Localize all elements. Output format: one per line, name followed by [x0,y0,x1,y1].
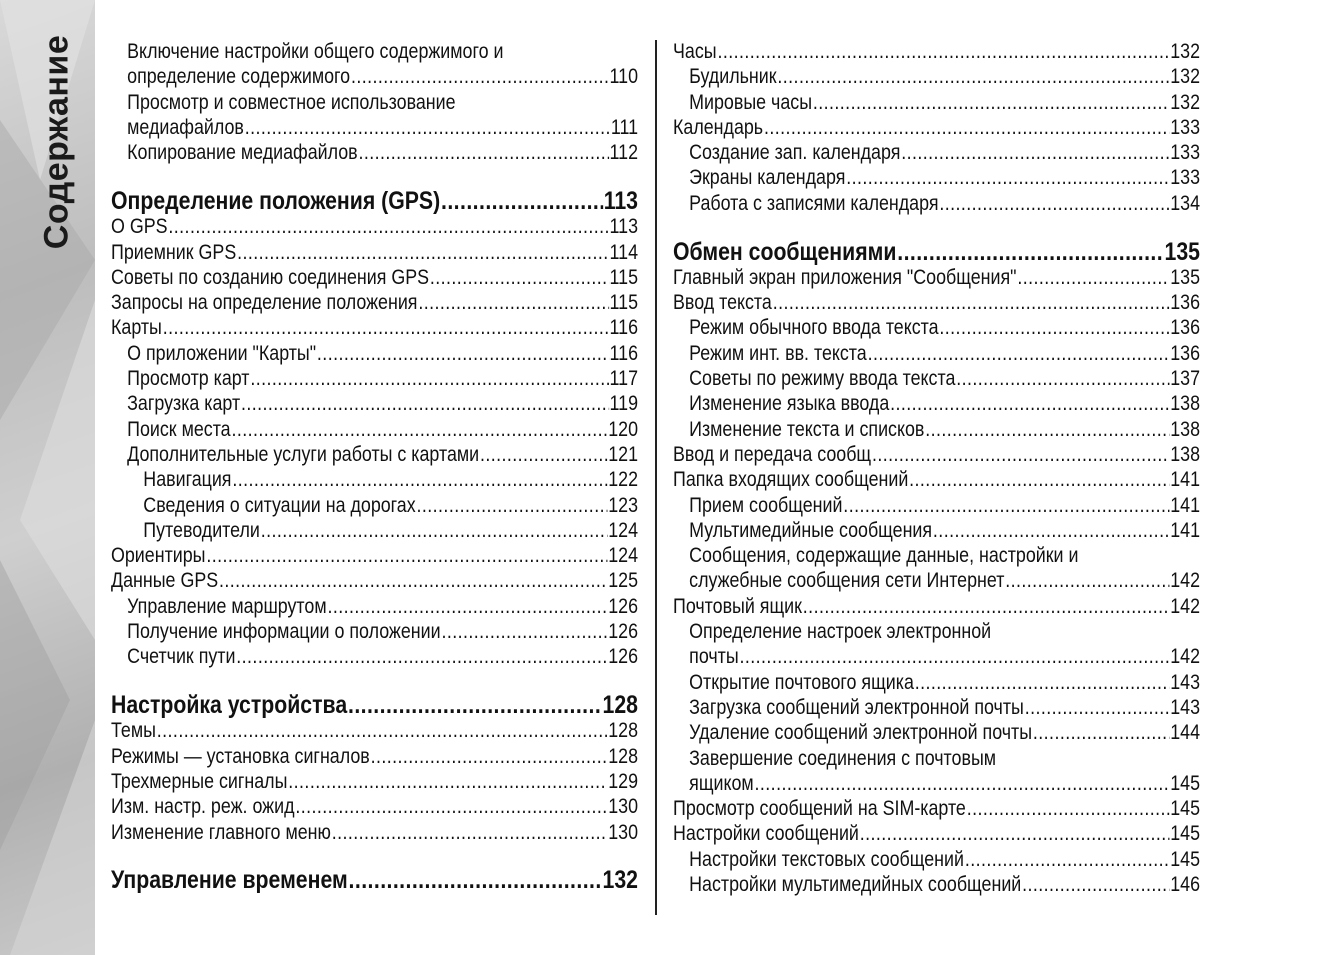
toc-entry[interactable] [111,39,638,64]
toc-entry[interactable] [111,290,638,315]
toc-heading[interactable] [111,186,638,215]
dot-leader [843,493,1169,518]
toc-page-number: 144 [1170,721,1200,745]
dot-leader [250,366,608,391]
toc-page-number: 146 [1170,873,1200,896]
toc-entry[interactable] [111,140,638,165]
toc-entry-title: Изменение текста и списков [689,417,925,441]
toc-entry-title: Просмотр карт [127,367,250,391]
dot-leader [740,644,1170,669]
toc-entry-title: Изменение главного меню [111,820,331,844]
toc-entry-title: Дополнительные услуги работы с картами [127,442,480,466]
dot-leader [241,391,609,416]
toc-page-number: 132 [1170,90,1200,114]
dot-leader [232,467,607,492]
toc-page-number: 145 [1170,847,1200,871]
toc-entry-title: Определение положения (GPS) [111,186,441,215]
toc-entry-title: Мультимедийные сообщения [689,518,933,542]
toc-entry-title: Открытие почтового ящика [689,670,914,694]
toc-page-number: 111 [610,115,638,139]
toc-entry-title: ящиком [689,771,754,795]
dot-leader [1025,695,1170,720]
toc-entry[interactable] [673,64,1200,89]
toc-entry[interactable] [673,670,1200,695]
dot-leader [846,165,1169,190]
toc-page-number: 134 [1170,191,1200,215]
toc-page-number: 110 [609,65,638,89]
toc-entry[interactable] [673,872,1200,897]
toc-entry-title: Календарь [673,115,764,139]
toc-entry[interactable] [673,191,1200,216]
toc-entry-title: Настройка устройства [111,691,348,720]
toc-page-number: 123 [608,493,638,517]
toc-page-number: 124 [608,518,638,542]
toc-page-number: 137 [1170,367,1200,391]
section-title-vertical: Содержание [37,34,76,250]
toc-entry-title: Счетчик пути [127,645,236,669]
toc-entry-title: Копирование медиафайлов [127,141,358,165]
dot-leader [349,868,602,893]
toc-entry[interactable] [673,518,1200,543]
toc-entry[interactable] [673,594,1200,619]
toc-entry-title: определение содержимого [127,65,351,89]
toc-entry[interactable] [111,769,638,794]
toc-entry[interactable] [673,366,1200,391]
toc-entry-title: Главный экран приложения "Сообщения" [673,265,1017,289]
toc-page-number: 121 [608,442,638,466]
dot-leader [967,796,1170,821]
toc-entry[interactable] [673,39,1200,64]
toc-entry-title: Сведения о ситуации на дорогах [143,493,416,517]
toc-entry[interactable] [673,391,1200,416]
dot-leader [430,265,609,290]
dot-leader [1022,872,1169,897]
toc-page-number: 115 [609,265,638,289]
toc-entry[interactable] [673,543,1200,568]
column-divider [655,40,657,915]
dot-leader [901,140,1169,165]
dot-leader [245,115,610,140]
toc-entry-title: Завершение соединения с почтовым [689,746,997,770]
dot-leader [860,821,1170,846]
toc-entry[interactable] [673,417,1200,442]
toc-page-number: 116 [609,316,638,340]
toc-entry[interactable] [673,442,1200,467]
toc-entry-title: Карты [111,316,162,340]
toc-entry-title: Трехмерные сигналы [111,770,288,794]
toc-entry[interactable] [111,644,638,669]
toc-page-number: 145 [1170,771,1200,795]
dot-leader [956,366,1169,391]
toc-entry-title: Настройки сообщений [673,822,859,846]
dot-leader [939,191,1169,216]
dot-leader [755,771,1170,796]
toc-entry-title: медиафайлов [127,115,244,139]
toc-page-number: 145 [1170,822,1200,846]
dot-leader [417,493,608,518]
toc-page-number: 130 [608,795,638,819]
toc-page-number: 135 [1164,237,1200,266]
toc-page-number: 112 [609,141,638,165]
dot-leader [441,619,607,644]
dot-leader [480,442,607,467]
dot-leader [219,568,607,593]
toc-page-number: 125 [608,569,638,593]
toc-entry-title: Удаление сообщений электронной почты [689,721,1033,745]
dot-leader [773,290,1170,315]
toc-entry[interactable] [111,391,638,416]
toc-entry-title: Изменение языка ввода [689,392,890,416]
dot-leader [348,693,602,718]
toc-page-number: 124 [608,544,638,568]
toc-entry-title: Будильник [689,65,777,89]
toc-entry[interactable] [111,315,638,340]
toc-entry[interactable] [111,64,638,89]
dot-leader [813,90,1169,115]
dot-leader [236,644,607,669]
toc-entry-title: Ввод текста [673,291,772,315]
dot-leader [803,594,1170,619]
sidebar-section-tab [0,0,95,955]
toc-entry-title: Просмотр и совместное использование [127,90,456,114]
toc-entry[interactable] [673,315,1200,340]
toc-heading[interactable] [111,693,638,718]
toc-entry-title: Создание зап. календаря [689,141,901,165]
dot-leader [897,240,1163,265]
toc-entry-title: Определение настроек электронной [689,620,992,644]
toc-entry[interactable] [111,240,638,265]
dot-leader [890,391,1169,416]
toc-entry[interactable] [673,290,1200,315]
toc-page-number: 141 [1170,468,1200,492]
toc-entry[interactable] [111,341,638,366]
dot-leader [777,64,1169,89]
dot-leader [332,820,608,845]
toc-page-number: 128 [608,719,638,743]
toc-page-number: 138 [1170,417,1200,441]
toc-page-number: 133 [1170,166,1200,190]
toc-page-number: 119 [609,392,638,416]
toc-entry[interactable] [111,794,638,819]
toc-column-left [111,39,638,894]
toc-entry[interactable] [111,744,638,769]
toc-page-number: 114 [609,240,638,264]
toc-entry[interactable] [673,847,1200,872]
dot-leader [317,341,609,366]
toc-entry[interactable] [111,518,638,543]
toc-heading[interactable] [111,868,638,893]
toc-page-number: 115 [609,291,638,315]
toc-entry-title: Советы по созданию соединения GPS [111,265,430,289]
toc-page-number: 128 [602,691,638,720]
toc-entry-title: О приложении "Карты" [127,341,317,365]
toc-entry[interactable] [673,265,1200,290]
toc-page-number: 126 [608,645,638,669]
toc-entry[interactable] [673,619,1200,644]
toc-entry-title: Часы [673,40,717,63]
toc-entry[interactable] [111,115,638,140]
toc-page-number: 143 [1170,695,1200,719]
toc-entry[interactable] [673,746,1200,771]
toc-page-number: 142 [1170,594,1200,618]
toc-entry-title: Настройки мультимедийных сообщений [689,873,1022,896]
toc-entry-title: Данные GPS [111,569,219,593]
dot-leader [441,189,603,214]
toc-entry-title: Загрузка карт [127,392,241,416]
toc-entry[interactable] [673,115,1200,140]
toc-entry[interactable] [673,90,1200,115]
toc-entry-title: Обмен сообщениями [673,237,897,266]
dot-leader [157,718,608,743]
toc-entry-title: Советы по режиму ввода текста [689,367,956,391]
toc-page-number: 133 [1170,115,1200,139]
toc-entry[interactable] [111,214,638,239]
toc-entry-title: Просмотр сообщений на SIM-карте [673,797,966,821]
toc-entry[interactable] [111,594,638,619]
toc-entry-title: Управление временем [111,866,348,895]
toc-page-number: 129 [608,770,638,794]
toc-entry[interactable] [673,720,1200,745]
toc-entry-title: Управление маршрутом [127,594,327,618]
dot-leader [925,417,1169,442]
dot-leader [872,442,1169,467]
toc-entry-title: почты [689,645,739,669]
toc-entry-title: Прием сообщений [689,493,843,517]
toc-page-number: 135 [1170,265,1200,289]
dot-leader [418,290,608,315]
toc-entry[interactable] [673,644,1200,669]
toc-page-number: 138 [1170,442,1200,466]
dot-leader [965,847,1170,872]
toc-page-number: 142 [1170,569,1200,593]
toc-page-number: 143 [1170,670,1200,694]
toc-entry[interactable] [673,140,1200,165]
toc-entry[interactable] [673,467,1200,492]
dot-leader [231,417,607,442]
dot-leader [327,594,607,619]
toc-page-number: 117 [609,367,638,391]
toc-page-number: 120 [608,417,638,441]
toc-page-number: 126 [608,594,638,618]
toc-page-number: 133 [1170,141,1200,165]
toc-page-number: 132 [1170,65,1200,89]
dot-leader [1005,568,1169,593]
toc-entry-title: О GPS [111,215,168,239]
dot-leader [168,214,608,239]
toc-page-number: 116 [609,341,638,365]
dot-leader [261,518,608,543]
toc-entry-title: Получение информации о положении [127,620,441,644]
toc-entry[interactable] [111,718,638,743]
dot-leader [764,115,1169,140]
toc-entry[interactable] [111,568,638,593]
toc-entry[interactable] [111,467,638,492]
dot-leader [206,543,607,568]
toc-page-number: 142 [1170,645,1200,669]
toc-entry-title: Экраны календаря [689,166,846,190]
toc-entry-title: Режим инт. вв. текста [689,341,867,365]
toc-page-number: 132 [602,866,638,895]
toc-entry[interactable] [673,493,1200,518]
toc-entry-title: Путеводители [143,518,260,542]
toc-entry[interactable] [111,366,638,391]
toc-page-number: 136 [1170,316,1200,340]
dot-leader [295,794,607,819]
dot-leader [163,315,609,340]
toc-entry-title: Приемник GPS [111,240,237,264]
toc-entry-title: Режим обычного ввода текста [689,316,939,340]
toc-entry[interactable] [111,543,638,568]
toc-page-number: 136 [1170,341,1200,365]
toc-entry[interactable] [673,821,1200,846]
toc-entry-title: Мировые часы [689,90,813,114]
toc-page-number: 141 [1170,518,1200,542]
dot-leader [939,315,1169,340]
dot-leader [237,240,609,265]
dot-leader [909,467,1169,492]
toc-entry[interactable] [111,493,638,518]
toc-entry[interactable] [673,165,1200,190]
toc-entry[interactable] [673,796,1200,821]
toc-entry-title: служебные сообщения сети Интернет [689,569,1005,593]
toc-entry[interactable] [673,695,1200,720]
toc-page-number: 141 [1170,493,1200,517]
toc-entry-title: Темы [111,719,156,743]
toc-entry[interactable] [673,568,1200,593]
toc-page-number: 138 [1170,392,1200,416]
toc-entry[interactable] [673,771,1200,796]
toc-entry-title: Запросы на определение положения [111,291,418,315]
toc-entry[interactable] [111,417,638,442]
toc-entry-title: Почтовый ящик [673,594,802,618]
toc-entry-title: Загрузка сообщений электронной почты [689,695,1024,719]
dot-leader [288,769,607,794]
toc-column-right [673,39,1200,897]
toc-entry-title: Настройки текстовых сообщений [689,847,964,871]
dot-leader [351,64,609,89]
toc-heading[interactable] [673,237,1200,266]
dot-leader [1033,720,1169,745]
toc-page-number: 113 [609,215,638,239]
toc-entry[interactable] [673,341,1200,366]
dot-leader [371,744,608,769]
toc-page-number: 128 [608,744,638,768]
toc-entry-title: Навигация [143,468,232,492]
toc-entry-title: Включение настройки общего содержимого и [127,40,504,63]
toc-entry-title: Ориентиры [111,544,206,568]
toc-page-number: 136 [1170,291,1200,315]
toc-entry[interactable] [111,619,638,644]
toc-page-number: 122 [608,468,638,492]
toc-page-number: 132 [1170,40,1200,63]
dot-leader [1017,265,1169,290]
dot-leader [915,670,1170,695]
dot-leader [933,518,1169,543]
dot-leader [358,140,608,165]
toc-page-number: 126 [608,620,638,644]
toc-entry-title: Ввод и передача сообщ [673,442,872,466]
dot-leader [868,341,1170,366]
toc-page-number: 113 [603,186,638,215]
toc-entry[interactable] [111,442,638,467]
toc-entry-title: Папка входящих сообщений [673,468,909,492]
toc-entry-title: Сообщения, содержащие данные, настройки и [689,544,1079,568]
toc-entry-title: Изм. настр. реж. ожид [111,795,295,819]
dot-leader [717,39,1169,64]
toc-entry-title: Поиск места [127,417,231,441]
toc-entry[interactable] [111,820,638,845]
toc-entry-title: Работа с записями календаря [689,191,939,215]
toc-page-number: 130 [608,820,638,844]
toc-entry[interactable] [111,265,638,290]
toc-entry[interactable] [111,90,638,115]
toc-entry-title: Режимы — установка сигналов [111,744,370,768]
toc-page-number: 145 [1170,797,1200,821]
